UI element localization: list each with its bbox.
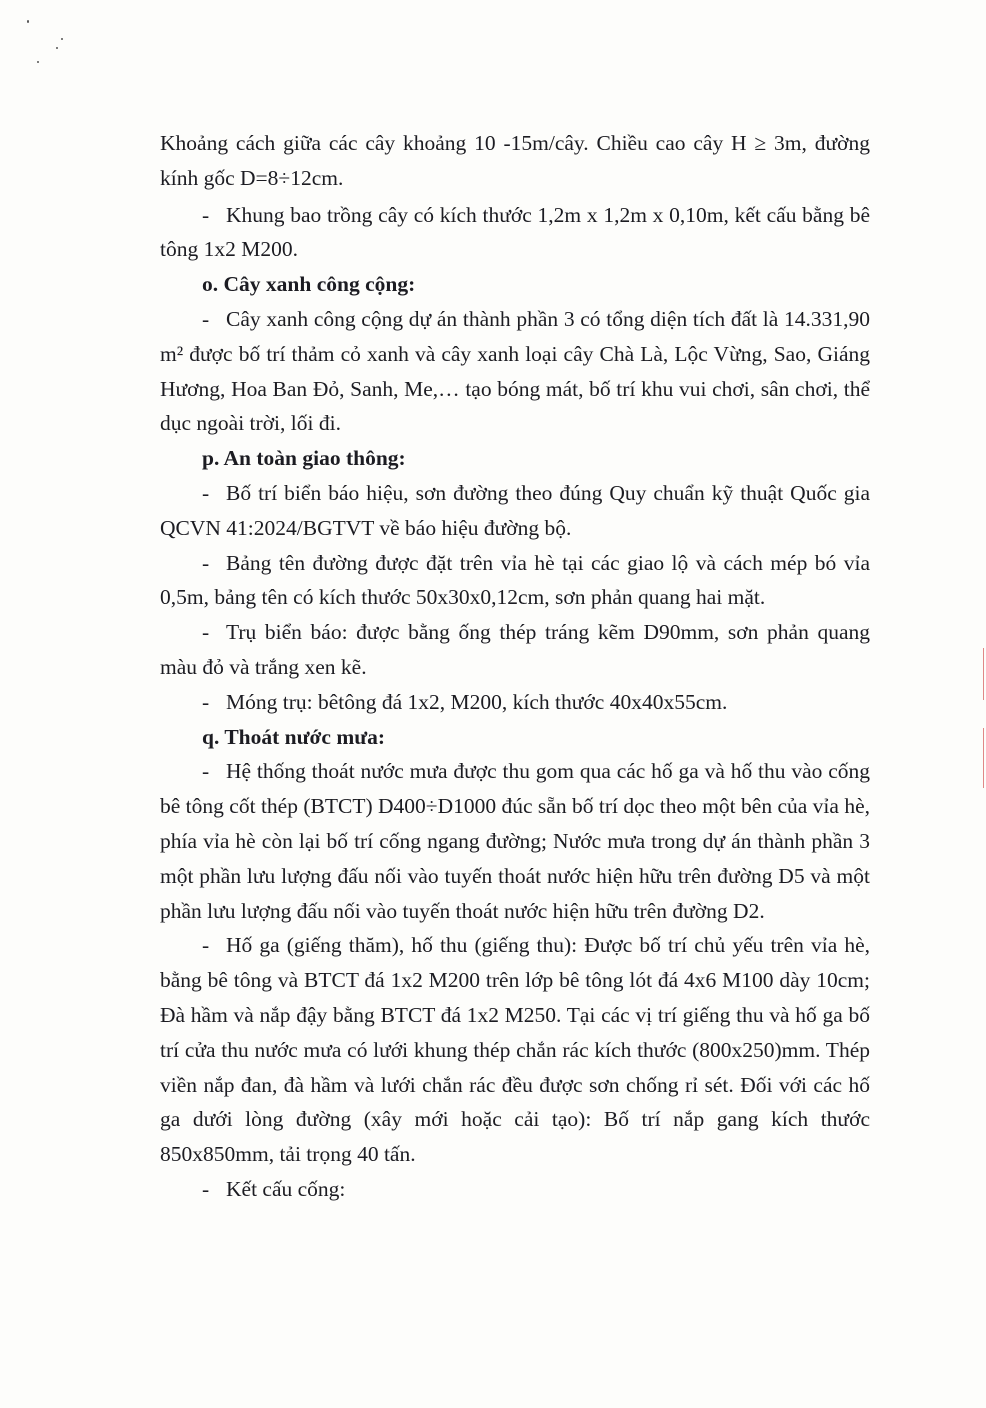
scan-speck — [56, 47, 58, 49]
document-body — [160, 126, 870, 1207]
section-heading-q: q. Thoát nước mưa: — [202, 724, 386, 749]
bullet-text: Bảng tên đường được đặt trên vỉa hè tại các giao lộ và cách mép bó vỉa 0,5m, bảng tên có kích thước 50x30x0,12cm, sơn phản quang hai mặt. — [160, 550, 870, 610]
bullet-tree-frame — [160, 198, 870, 268]
bullet-text: Bố trí biển báo hiệu, sơn đường theo đúng Quy chuẩn kỹ thuật Quốc gia QCVN 41:2024/BGTVT về báo hiệu đường bộ. — [160, 480, 870, 540]
bullet-marker: - — [202, 1176, 210, 1201]
seal-edge-mark — [969, 648, 984, 700]
bullet-text: Khung bao trồng cây có kích thước 1,2m x 1,2m x 0,10m, kết cấu bằng bê tông 1x2 M200. — [160, 202, 870, 262]
bullet-drainage-system — [160, 754, 870, 928]
bullet-sign-post — [160, 615, 870, 685]
bullet-culvert-structure — [160, 1172, 870, 1207]
bullet-marker: - — [202, 933, 210, 958]
section-heading-p: p. An toàn giao thông: — [202, 446, 406, 471]
bullet-manholes — [160, 928, 870, 1172]
bullet-marker: - — [202, 759, 210, 784]
bullet-text: Hố ga (giếng thăm), hố thu (giếng thu): Được bố trí chủ yếu trên vỉa hè, bằng bê tông và BTCT đá 1x2 M200 trên lớp bê tông lót đá 4x6 M100 dày 10cm; Đà hầm và nắp đậy bằng BTCT đá 1x2 M250. Tại các vị trí giếng thu và hố ga bố trí cửa thu nước mưa có lưới khung thép chắn rác kích thước (800x250)mm. Thép viền nắp đan, đà hầm và lưới chắn rác đều được sơn chống rỉ sét. Đối với các hố ga dưới lòng đường (xây mới hoặc cải tạo): Bố trí nắp gang kích thước 850x850mm, tải trọng 40 tấn. — [160, 933, 870, 1167]
bullet-public-greenery — [160, 302, 870, 441]
paragraph-tree-spacing: Khoảng cách giữa các cây khoảng 10 -15m/cây. Chiều cao cây H ≥ 3m, đường kính gốc D=8÷12cm. — [160, 131, 870, 190]
section-heading-o: o. Cây xanh công cộng: — [202, 272, 416, 297]
bullet-text: Móng trụ: bêtông đá 1x2, M200, kích thước 40x40x55cm. — [226, 689, 728, 714]
bullet-marker: - — [202, 202, 210, 227]
bullet-road-signs — [160, 476, 870, 546]
bullet-street-name-board — [160, 546, 870, 616]
bullet-marker: - — [202, 306, 210, 331]
bullet-text: Hệ thống thoát nước mưa được thu gom qua các hố ga và hố thu vào cống bê tông cốt thép (BTCT) D400÷D1000 đúc sẵn bố trí dọc theo một bên của vỉa hè, phía vỉa hè còn lại bố trí cống ngang đường; Nước mưa trong dự án thành phần 3 một phần lưu lượng đấu nối vào tuyến thoát nước hiện hữu trên đường D5 và một phần lưu lượng đấu nối vào tuyến thoát nước hiện hữu trên đường D2. — [160, 759, 870, 923]
bullet-post-foundation — [160, 685, 870, 720]
bullet-marker: - — [202, 689, 210, 714]
scan-speck — [61, 38, 63, 40]
scan-speck — [37, 61, 39, 63]
bullet-marker: - — [202, 550, 210, 575]
scan-speck — [27, 20, 29, 23]
bullet-text: Trụ biển báo: được bằng ống thép tráng kẽm D90mm, sơn phản quang màu đỏ và trắng xen kẽ. — [160, 620, 870, 679]
seal-edge-mark — [969, 728, 984, 788]
bullet-marker: - — [202, 480, 210, 505]
bullet-text: Cây xanh công cộng dự án thành phần 3 có tổng diện tích đất là 14.331,90 m² được bố trí thảm cỏ xanh và cây xanh loại cây Chà Là, Lộc Vừng, Sao, Giáng Hương, Hoa Ban Đỏ, Sanh, Me,… tạo bóng mát, bố trí khu vui chơi, sân chơi, thể dục ngoài trời, lối đi. — [160, 306, 870, 436]
bullet-text: Kết cấu cống: — [226, 1176, 346, 1201]
bullet-marker: - — [202, 620, 210, 645]
